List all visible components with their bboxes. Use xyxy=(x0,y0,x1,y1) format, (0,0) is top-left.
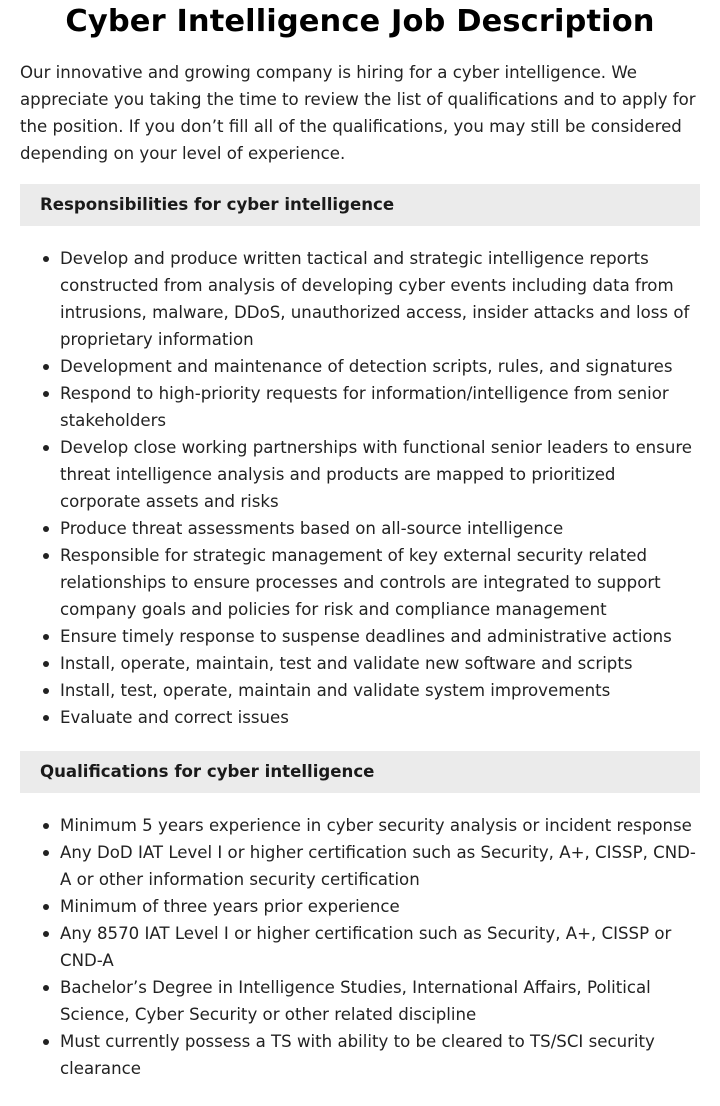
list-item: Produce threat assessments based on all-source intelligence xyxy=(60,515,700,542)
list-item: Respond to high-priority requests for information/intelligence from senior stakeholders xyxy=(60,380,700,434)
list-item: Develop and produce written tactical and strategic intelligence reports constructed from analysis of developing cyber events including data from intrusions, malware, DDoS, unauthorized access, insider attacks and loss of proprietary information xyxy=(60,245,700,353)
intro-paragraph: Our innovative and growing company is hiring for a cyber intelligence. We appreciate you taking the time to review the list of qualifications and to apply for the position. If you don’t fill all of the qualifications, you may still be considered depending on your level of experience. xyxy=(20,63,696,163)
list-item: Ensure timely response to suspense deadlines and administrative actions xyxy=(60,623,700,650)
responsibilities-heading: Responsibilities for cyber intelligence xyxy=(20,184,700,226)
list-item: Responsible for strategic management of key external security related relationships to ensure processes and controls are integrated to support company goals and policies for risk and compliance management xyxy=(60,542,700,623)
list-item: Minimum of three years prior experience xyxy=(60,893,700,920)
list-item: Development and maintenance of detection scripts, rules, and signatures xyxy=(60,353,700,380)
list-item: Develop close working partnerships with functional senior leaders to ensure threat intelligence analysis and products are mapped to prioritized corporate assets and risks xyxy=(60,434,700,515)
qualifications-heading: Qualifications for cyber intelligence xyxy=(20,751,700,793)
responsibilities-list xyxy=(20,245,700,731)
list-item: Any DoD IAT Level I or higher certification such as Security, A+, CISSP, CND-A or other information security certification xyxy=(60,839,700,893)
list-item: Evaluate and correct issues xyxy=(60,704,700,731)
list-item: Minimum 5 years experience in cyber security analysis or incident response xyxy=(60,812,700,839)
list-item: Install, operate, maintain, test and validate new software and scripts xyxy=(60,650,700,677)
list-item: Must currently possess a TS with ability to be cleared to TS/SCI security clearance xyxy=(60,1028,700,1082)
qualifications-list xyxy=(20,812,700,1082)
list-item: Bachelor’s Degree in Intelligence Studies, International Affairs, Political Science, Cyber Security or other related discipline xyxy=(60,974,700,1028)
page-title: Cyber Intelligence Job Description xyxy=(65,4,655,39)
list-item: Any 8570 IAT Level I or higher certification such as Security, A+, CISSP or CND-A xyxy=(60,920,700,974)
list-item: Install, test, operate, maintain and validate system improvements xyxy=(60,677,700,704)
